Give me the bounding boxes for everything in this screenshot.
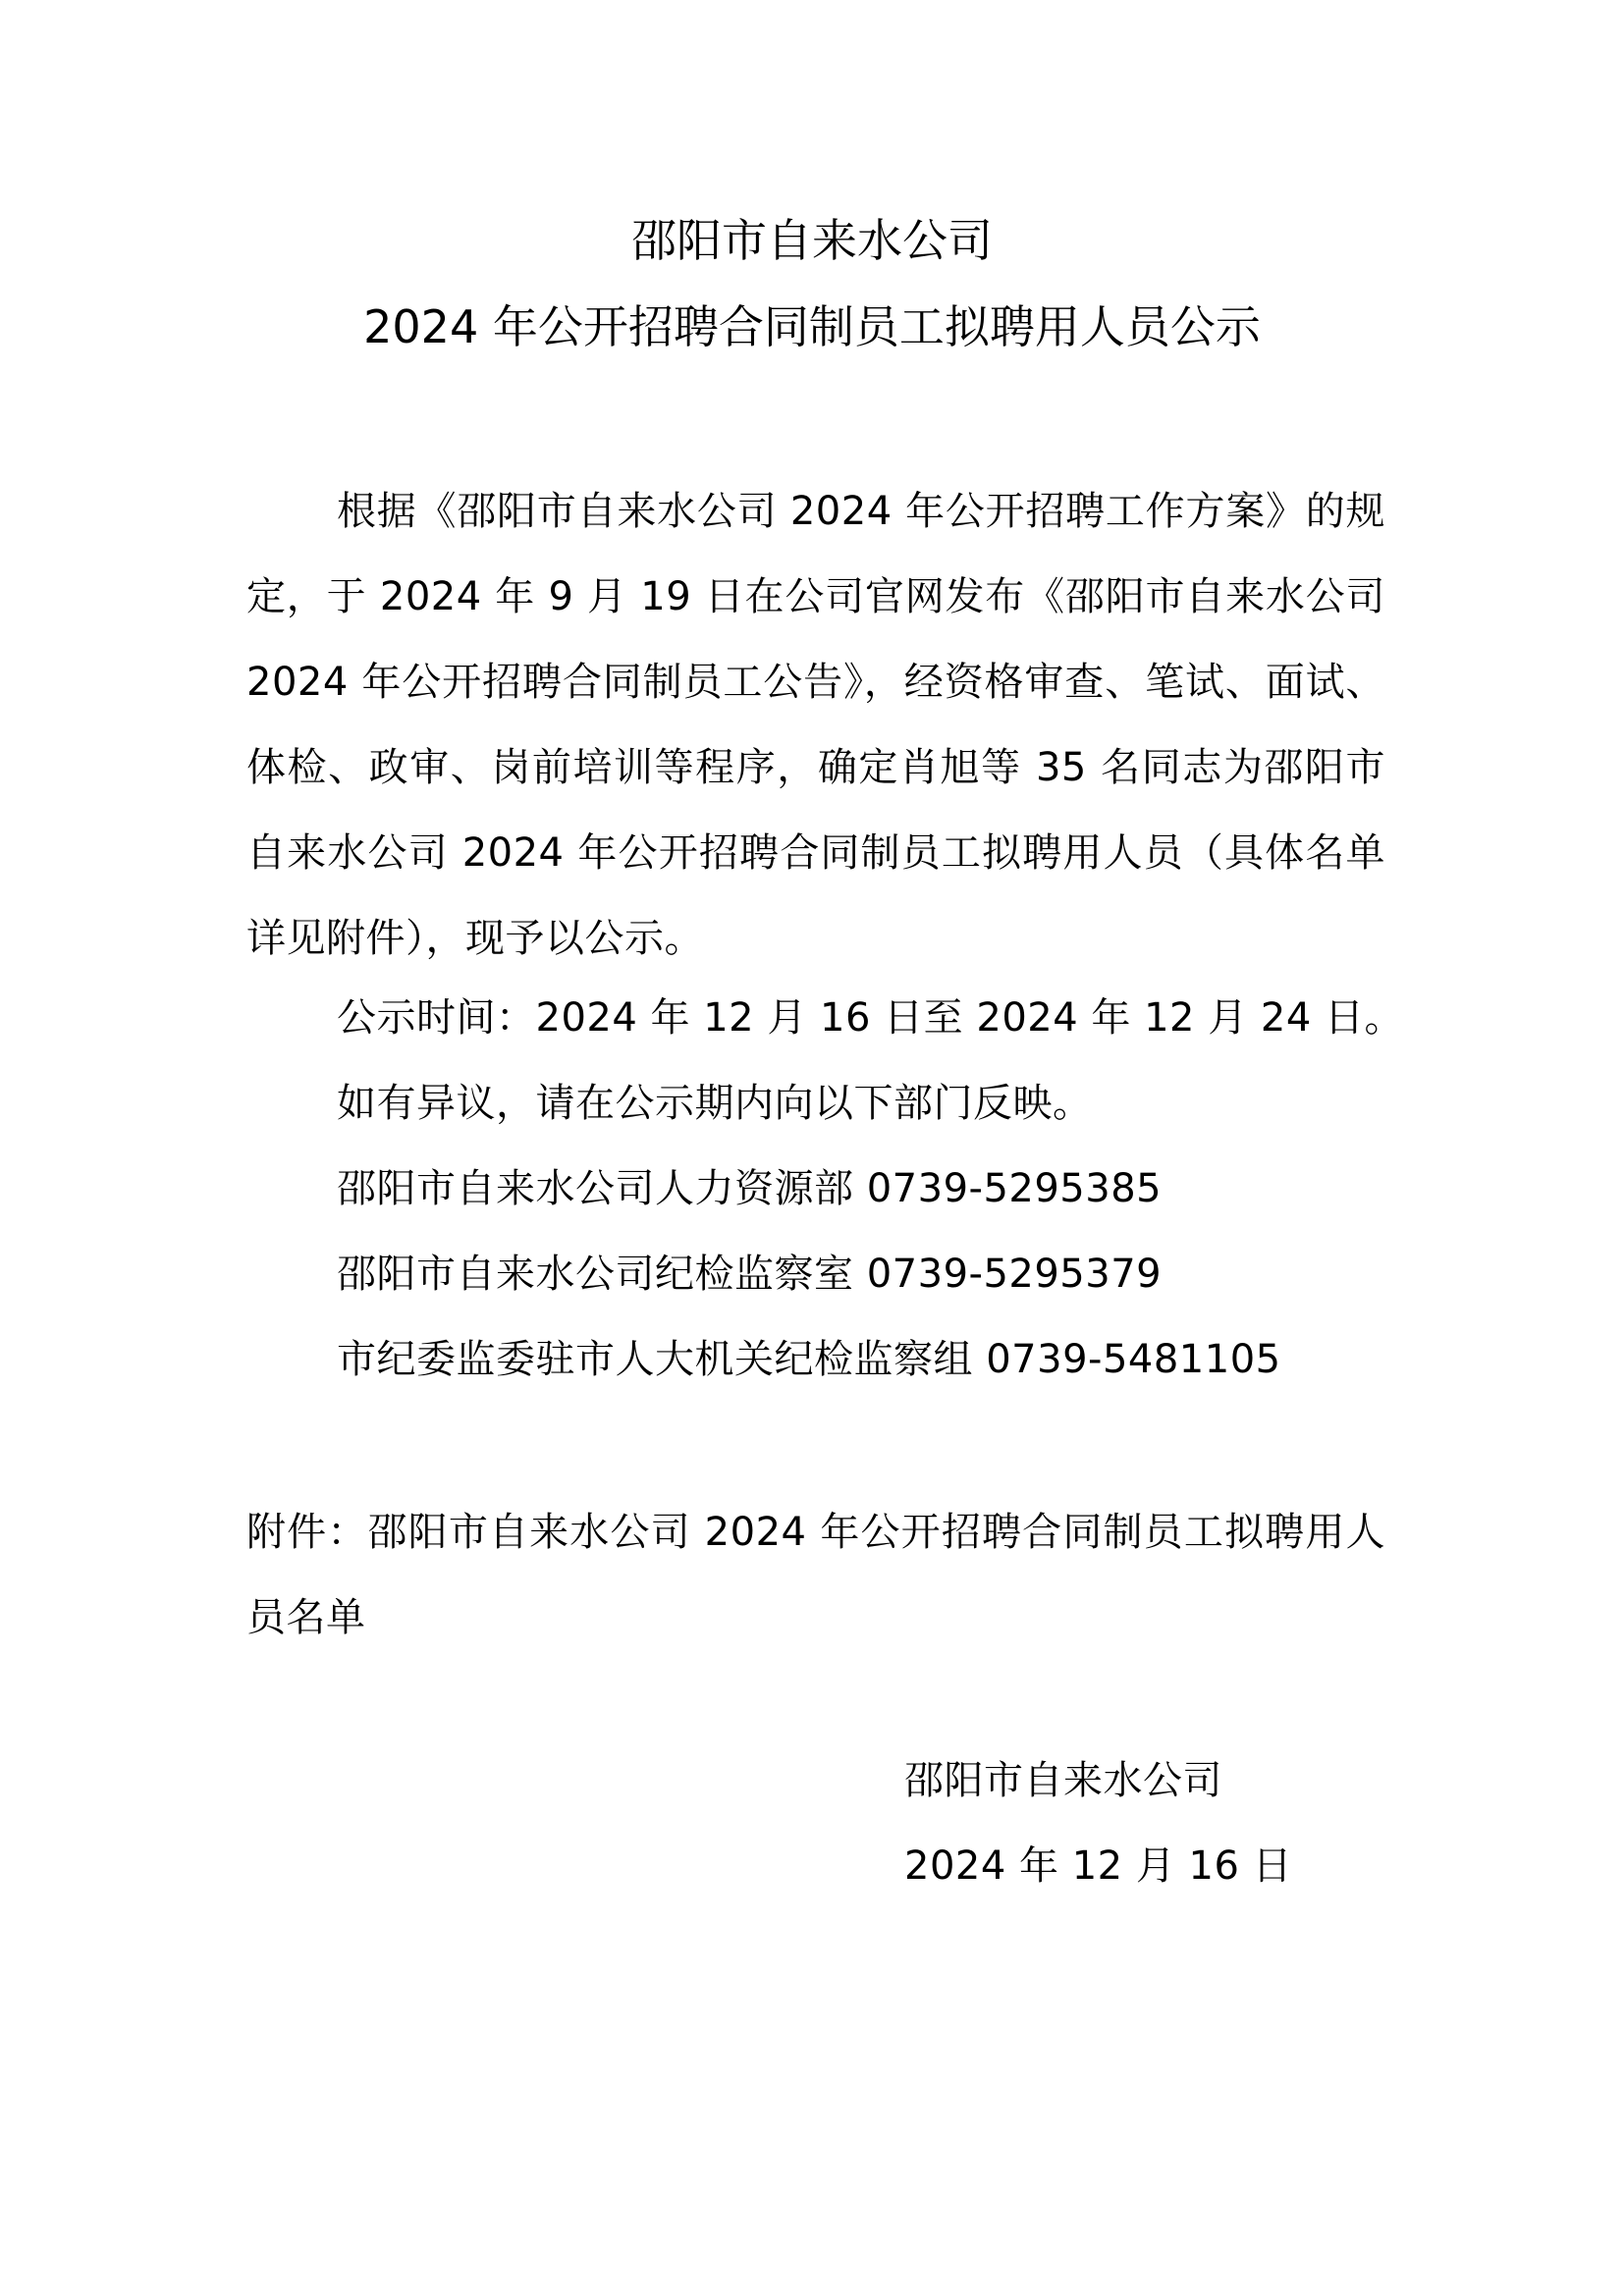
attachment-note: 附件：邵阳市自来水公司 2024 年公开招聘合同制员工拟聘用人员名单 (246, 1510, 1385, 1640)
contact-line (337, 1247, 1162, 1302)
objection-note: 如有异议，请在公示期内向以下部门反映。 (337, 1081, 1093, 1126)
contact-line (337, 1332, 1281, 1387)
document-title-subject: 2024 年公开招聘合同制员工拟聘用人员公示 (363, 300, 1261, 353)
contact-department: 邵阳市自来水公司人力资源部 (337, 1166, 854, 1211)
signature-date: 2024 年 12 月 16 日 (904, 1843, 1293, 1889)
body-paragraph: 根据《邵阳市自来水公司 2024 年公开招聘工作方案》的规定，于 2024 年 9 月 19 日在公司官网发布《邵阳市自来水公司 2024 年公开招聘合同制员工公告》，经资格审查、笔试、面试、体检、政审、岗前培训等程序，确定肖旭等 35 名同志为邵阳市自来水公司 2024 年公开招聘合同制员工拟聘用人员（具体名单详见附件），现予以公示。 (246, 489, 1385, 961)
contact-department: 市纪委监委驻市人大机关纪检监察组 (337, 1337, 973, 1382)
contact-phone: 0739-5295385 (866, 1166, 1163, 1211)
contact-phone: 0739-5481105 (986, 1337, 1281, 1382)
contact-department: 邵阳市自来水公司纪检监察室 (337, 1252, 854, 1297)
signature-organization: 邵阳市自来水公司 (904, 1758, 1222, 1803)
contact-phone: 0739-5295379 (866, 1252, 1163, 1297)
public-period: 公示时间：2024 年 12 月 16 日至 2024 年 12 月 24 日。 (337, 995, 1405, 1041)
contact-line (337, 1161, 1162, 1216)
document-title-organization: 邵阳市自来水公司 (631, 214, 993, 267)
